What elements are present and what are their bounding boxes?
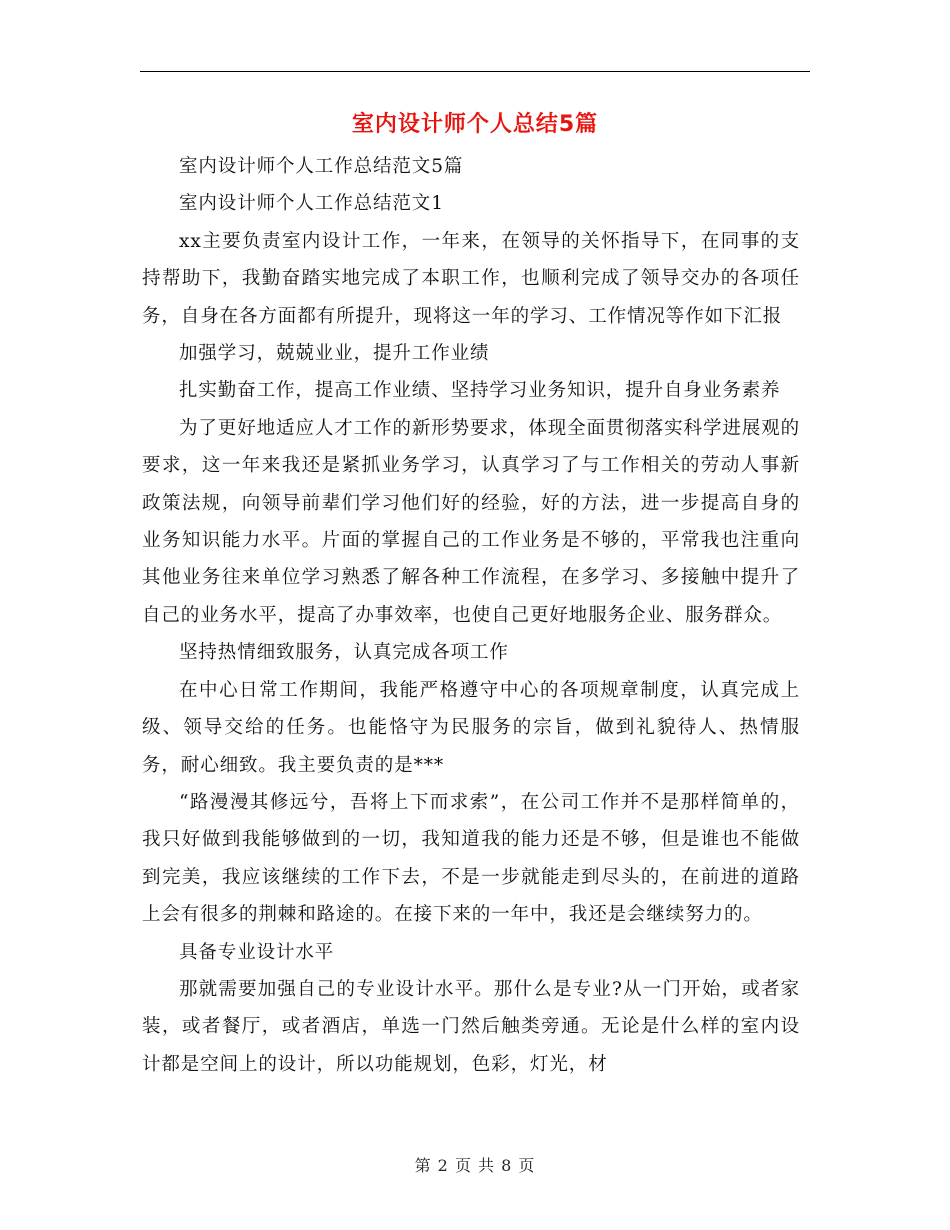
header-rule	[140, 71, 810, 72]
section-heading: 坚持热情细致服务，认真完成各项工作	[179, 642, 509, 664]
body-paragraph: xx主要负责室内设计工作，一年来，在领导的关怀指导下，在同事的支持帮助下，我勤奋踏实地完成了本职工作，也顺利完成了领导交办的各项任务，自身在各方面都有所提升，现将这一年的学习、工作情况等作如下汇报	[142, 230, 800, 327]
document-body	[142, 148, 800, 1083]
section-heading: 加强学习，兢兢业业，提升工作业绩	[179, 343, 490, 365]
body-paragraph: 扎实勤奋工作，提高工作业绩、坚持学习业务知识，提升自身业务素养	[179, 380, 781, 402]
body-paragraph: 为了更好地适应人才工作的新形势要求，体现全面贯彻落实科学进展观的要求，这一年来我还是紧抓业务学习，认真学习了与工作相关的劳动人事新政策法规，向领导前辈们学习他们好的经验，好的方法，进一步提高自身的业务知识能力水平。片面的掌握自己的工作业务是不够的，平常我也注重向其他业务往来单位学习熟悉了解各种工作流程，在多学习、多接触中提升了自己的业务水平，提高了办事效率，也使自己更好地服务企业、服务群众。	[142, 417, 800, 626]
body-paragraph: “路漫漫其修远兮，吾将上下而求索”，在公司工作并不是那样简单的，我只好做到我能够做到的一切，我知道我的能力还是不够，但是谁也不能做到完美，我应该继续的工作下去，不是一步就能走到尽头的，在前进的道路上会有很多的荆棘和路途的。在接下来的一年中，我还是会继续努力的。	[142, 791, 800, 926]
body-paragraph: 在中心日常工作期间，我能严格遵守中心的各项规章制度，认真完成上级、领导交给的任务。也能恪守为民服务的宗旨，做到礼貌待人、热情服务，耐心细致。我主要负责的是***	[142, 679, 800, 776]
body-paragraph: 室内设计师个人工作总结范文5篇	[179, 156, 464, 177]
section-heading: 具备专业设计水平	[179, 941, 335, 963]
body-paragraph: 那就需要加强自己的专业设计水平。那什么是专业?从一门开始，或者家装，或者餐厅，或者酒店，单选一门然后触类旁通。无论是什么样的室内设计都是空间上的设计，所以功能规划，色彩，灯光，材	[142, 978, 800, 1075]
body-paragraph: 室内设计师个人工作总结范文1	[179, 193, 444, 215]
document-title: 室内设计师个人总结5篇	[351, 112, 599, 137]
page-number-footer: 第 2 页 共 8 页	[414, 1156, 536, 1175]
